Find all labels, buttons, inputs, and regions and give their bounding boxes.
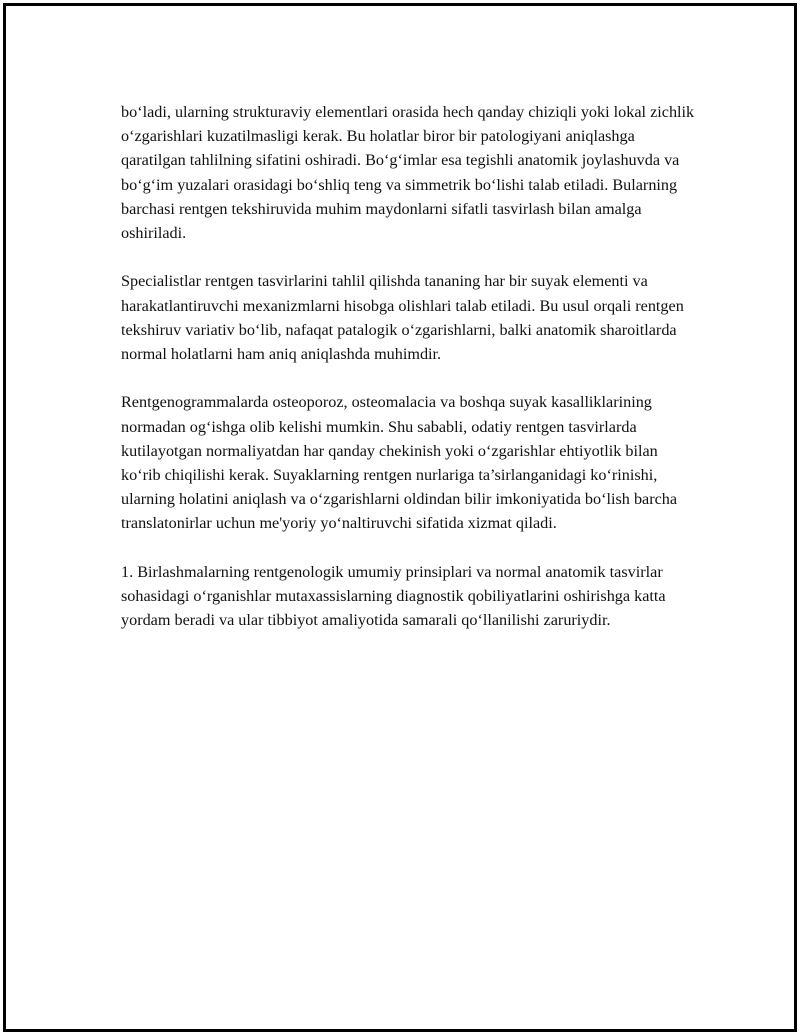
paragraph-3: Rentgenogrammalarda osteoporoz, osteomalacia va boshqa suyak kasalliklarining normadan og‘ishga olib kelishi mumkin. Shu sababli, odatiy rentgen tasvirlarda kutilayotgan normaliyatdan har qanday chekinish yoki o‘zgarishlar ehtiyotlik bilan ko‘rib chiqilishi kerak. Suyaklarning rentgen nurlariga ta’sirlanganidagi ko‘rinishi, ularning holatini aniqlash va o‘zgarishlarni oldindan bilir imkoniyatida bo‘lish barcha translatonirlar uchun me'yoriy yo‘naltiruvchi sifatida xizmat qiladi. (121, 393, 678, 533)
paragraph-2: Specialistlar rentgen tasvirlarini tahlil qilishda tananing har bir suyak elementi va harakatlantiruvchi mexanizmlarni hisobga olishlari talab etiladi. Bu usul orqali rentgen tekshiruv variativ bo‘lib, nafaqat patalogik o‘zgarishlarni, balki anatomik sharoitlarda normal holatlarni ham aniq aniqlashda muhimdir. (121, 272, 684, 364)
page-content (121, 100, 696, 657)
page-frame (3, 3, 797, 1032)
paragraph-1: bo‘ladi, ularning strukturaviy elementlari orasida hech qanday chiziqli yoki lokal zichlik o‘zgarishlari kuzatilmasligi kerak. Bu holatlar biror bir patologiyani aniqlashga qaratilgan tahlilning sifatini oshiradi. Bo‘g‘imlar esa tegishli anatomik joylashuvda va bo‘g‘im yuzalari orasidagi bo‘shliq teng va simmetrik bo‘lishi talab etiladi. Bularning barchasi rentgen tekshiruvida muhim maydonlarni sifatli tasvirlash bilan amalga oshiriladi. (121, 103, 695, 243)
paragraph-4-numbered: 1. Birlashmalarning rentgenologik umumiy prinsiplari va normal anatomik tasvirlar sohasidagi o‘rganishlar mutaxassislarning diagnostik qobiliyatlarini oshirishga katta yordam beradi va ular tibbiyot amaliyotida samarali qo‘llanilishi zaruriydir. (121, 562, 666, 630)
